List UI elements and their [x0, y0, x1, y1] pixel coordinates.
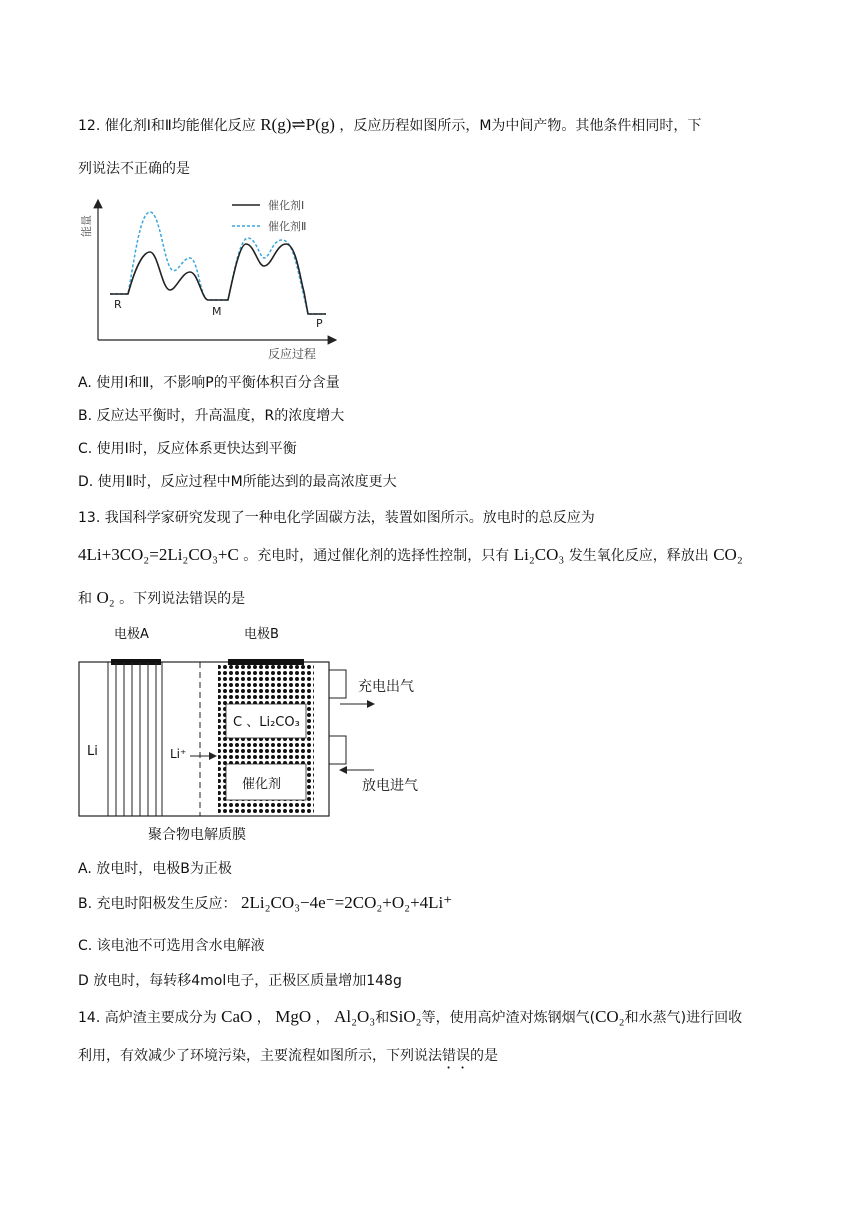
q12-stem-a: 催化剂Ⅰ和Ⅱ均能催化反应 — [104, 118, 256, 134]
charge-out-label: 充电出气 — [358, 679, 414, 695]
box-top-label: C 、Li₂CO₃ — [233, 715, 300, 730]
electrode-a-bar — [111, 659, 161, 665]
q13-equation: 4Li+3CO₂=2Li₂CO₃+C — [78, 545, 239, 564]
q13-stem-line2 — [78, 545, 743, 565]
q13-stem-line3 — [78, 588, 245, 608]
q14-number: 14. — [78, 1010, 101, 1026]
q12-option-b: B. 反应达平衡时，升高温度，R的浓度增大 — [78, 408, 345, 424]
q13-species: Li₂CO₃ — [513, 545, 565, 564]
y-axis-label: 能量 — [80, 215, 93, 237]
q13-gas1: CO₂ — [713, 545, 743, 564]
q14-stem-line1: 14. 高炉渣主要成分为 CaO ， MgO ， Al₂O₃和SiO₂等，使用高炉渣对炼钢烟气(CO₂和水蒸气)进行回收 — [78, 1007, 743, 1026]
pipe-inlet — [329, 736, 346, 764]
q14-stem-b: 等，使用高炉渣对炼钢烟气( — [421, 1010, 596, 1026]
electrode-a-label: 电极A — [114, 627, 149, 642]
q12-stem-line1 — [78, 115, 701, 135]
q12-stem-b: ，反应历程如图所示，M为中间产物。其他条件相同时，下 — [339, 118, 702, 134]
q13-stem-b: 。充电时，通过催化剂的选择性控制，只有 — [243, 548, 510, 564]
q14-stem-a: 高炉渣主要成分为 — [104, 1010, 217, 1026]
q13-option-b-equation: 2Li₂CO₃−4e⁻=2CO₂+O₂+4Li⁺ — [240, 893, 453, 912]
q14-s5: CO₂ — [595, 1007, 625, 1026]
label-R: R — [114, 298, 122, 311]
q14-s1: CaO — [221, 1007, 253, 1026]
pipe-outlet — [329, 670, 346, 698]
q13-number: 13. — [78, 510, 101, 526]
electrode-a-lines — [116, 662, 162, 816]
q13-option-d: D 放电时，每转移4mol电子，正极区质量增加148g — [78, 973, 402, 989]
q13-option-a: A. 放电时，电极B为正极 — [78, 861, 232, 877]
q14-stem-e: 的是 — [470, 1048, 498, 1064]
li-label: Li — [87, 744, 98, 759]
label-M: M — [212, 305, 222, 318]
q12-energy-diagram — [78, 192, 348, 364]
q13-option-b — [78, 893, 452, 913]
q13-stem-a: 我国科学家研究发现了一种电化学固碳方法，装置如图所示。放电时的总反应为 — [104, 510, 595, 526]
discharge-in-label: 放电进气 — [362, 778, 418, 794]
electrode-b-label: 电极B — [244, 627, 279, 642]
q13-option-c: C. 该电池不可选用含水电解液 — [78, 938, 265, 954]
q14-s2: MgO — [275, 1007, 312, 1026]
q14-stem-emphasis: 错误 — [442, 1048, 470, 1064]
q13-stem-e: 。下列说法错误的是 — [119, 591, 246, 607]
q12-stem-line2: 列说法不正确的是 — [78, 161, 190, 177]
q14-s3: Al₂O₃ — [334, 1007, 376, 1026]
label-P: P — [316, 317, 323, 330]
q14-stem-d: 利用，有效减少了环境污染，主要流程如图所示，下列说法 — [78, 1048, 442, 1064]
q14-stem-c: 和水蒸气)进行回收 — [624, 1010, 743, 1026]
membrane-label: 聚合物电解质膜 — [148, 827, 246, 843]
q12-option-c: C. 使用Ⅰ时，反应体系更快达到平衡 — [78, 441, 297, 457]
q13-stem-line1 — [78, 507, 595, 527]
q13-gas2: O₂ — [96, 588, 115, 607]
q12-reaction: R(g)⇌P(g) — [260, 115, 335, 134]
box-bottom-label: 催化剂 — [242, 777, 282, 792]
q13-battery-diagram — [78, 622, 448, 848]
x-axis-label: 反应过程 — [268, 347, 317, 361]
q12-number: 12. — [78, 118, 101, 134]
li-ion-label: Li⁺ — [170, 747, 187, 761]
legend-label-catalyst-1: 催化剂Ⅰ — [268, 199, 305, 212]
q13-option-b-prefix: B. 充电时阳极发生反应： — [78, 896, 237, 912]
q13-stem-d: 和 — [78, 591, 92, 607]
q14-stem-line2 — [78, 1045, 498, 1072]
q12-option-a: A. 使用Ⅰ和Ⅱ，不影响P的平衡体积百分含量 — [78, 375, 340, 391]
q14-s4: SiO₂ — [389, 1007, 422, 1026]
legend-label-catalyst-2: 催化剂Ⅱ — [268, 220, 307, 233]
q12-option-d: D. 使用Ⅱ时，反应过程中M所能达到的最高浓度更大 — [78, 474, 397, 490]
q13-stem-c: 发生氧化反应，释放出 — [568, 548, 709, 564]
